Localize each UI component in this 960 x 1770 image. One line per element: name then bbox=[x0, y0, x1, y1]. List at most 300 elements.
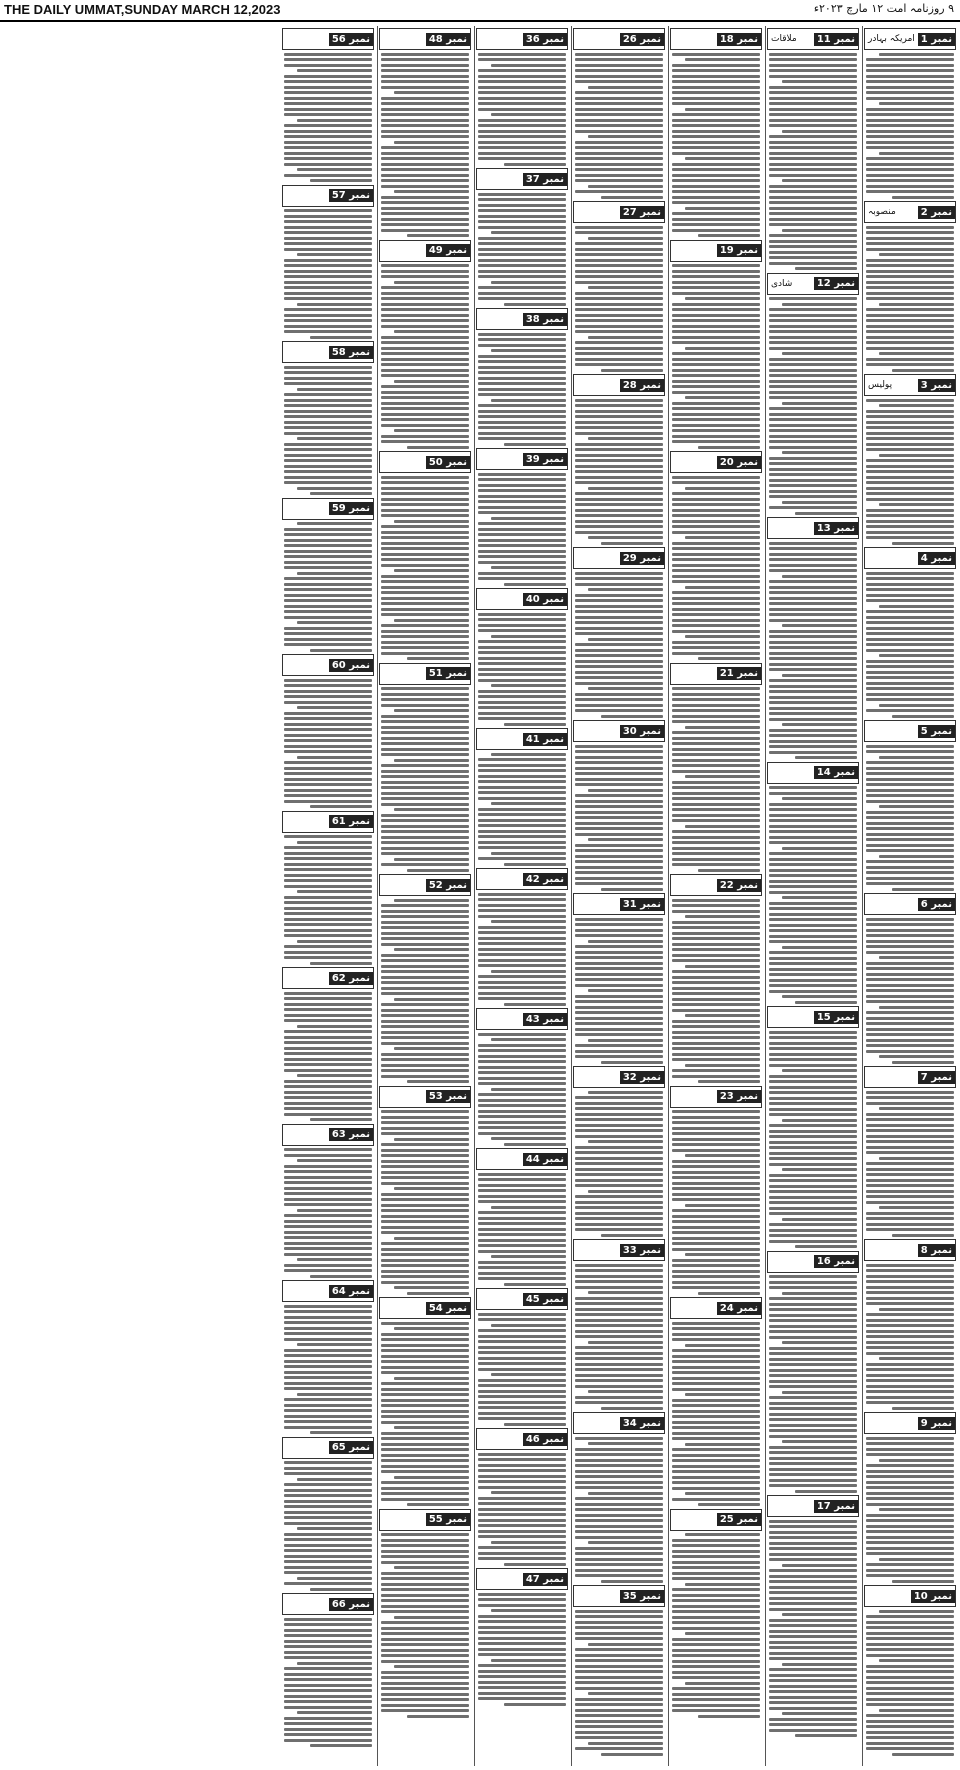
text-line bbox=[478, 1686, 566, 1689]
text-line bbox=[866, 772, 954, 775]
text-line bbox=[478, 1620, 566, 1623]
text-line bbox=[588, 185, 663, 188]
text-line bbox=[672, 1360, 760, 1363]
text-line bbox=[478, 80, 566, 83]
text-line bbox=[381, 1160, 469, 1163]
text-line bbox=[685, 1393, 760, 1396]
item-number: نمبر 21 bbox=[717, 667, 761, 680]
text-line bbox=[892, 1580, 954, 1583]
text-line bbox=[575, 1129, 663, 1132]
text-line bbox=[575, 1195, 663, 1198]
text-line bbox=[575, 1297, 663, 1300]
text-line bbox=[284, 443, 372, 446]
text-line bbox=[769, 1380, 857, 1383]
text-line bbox=[575, 1610, 663, 1613]
text-line bbox=[284, 561, 372, 564]
text-line bbox=[284, 1052, 372, 1055]
news-column bbox=[668, 26, 763, 1766]
text-line bbox=[698, 657, 760, 660]
text-line bbox=[866, 1212, 954, 1215]
text-line bbox=[478, 1340, 566, 1343]
text-line bbox=[478, 1631, 566, 1634]
text-line bbox=[866, 1223, 954, 1226]
text-line bbox=[588, 838, 663, 841]
text-line bbox=[284, 1522, 372, 1525]
text-line bbox=[698, 446, 760, 449]
text-line bbox=[478, 86, 566, 89]
text-line bbox=[310, 1275, 372, 1278]
text-line bbox=[491, 684, 566, 687]
text-line bbox=[478, 1211, 566, 1214]
text-line bbox=[879, 404, 954, 407]
text-line bbox=[478, 1178, 566, 1181]
page-number: ۹ bbox=[948, 2, 954, 15]
text-line bbox=[394, 1665, 469, 1668]
text-line bbox=[866, 1146, 954, 1149]
text-line bbox=[866, 973, 954, 976]
text-line bbox=[381, 1355, 469, 1358]
text-line bbox=[769, 391, 857, 394]
text-line bbox=[407, 1080, 469, 1083]
text-line bbox=[381, 830, 469, 833]
text-line bbox=[575, 297, 663, 300]
text-line bbox=[478, 102, 566, 105]
text-line bbox=[672, 1042, 760, 1045]
text-line bbox=[879, 503, 954, 506]
text-line bbox=[491, 517, 566, 520]
text-line bbox=[672, 1476, 760, 1479]
text-line bbox=[478, 1626, 566, 1629]
text-line bbox=[478, 640, 566, 643]
text-line bbox=[381, 1275, 469, 1278]
text-line bbox=[672, 564, 760, 567]
news-item-heading bbox=[864, 1585, 956, 1607]
text-line bbox=[672, 325, 760, 328]
text-line bbox=[284, 448, 372, 451]
text-line bbox=[478, 415, 566, 418]
text-line bbox=[672, 124, 760, 127]
text-line bbox=[491, 349, 566, 352]
text-line bbox=[769, 751, 857, 754]
text-line bbox=[478, 830, 566, 833]
text-line bbox=[478, 237, 566, 240]
item-number: نمبر 66 bbox=[329, 1598, 373, 1611]
text-line bbox=[575, 934, 663, 937]
text-line bbox=[866, 750, 954, 753]
text-line bbox=[672, 1127, 760, 1130]
news-item-body bbox=[866, 572, 954, 718]
text-line bbox=[478, 1066, 566, 1069]
text-line bbox=[769, 641, 857, 644]
text-line bbox=[284, 690, 372, 693]
text-line bbox=[478, 75, 566, 78]
text-line bbox=[491, 1491, 566, 1494]
news-item-heading bbox=[767, 517, 859, 539]
text-line bbox=[879, 1006, 954, 1009]
text-line bbox=[685, 915, 760, 918]
text-line bbox=[478, 1670, 566, 1673]
text-line bbox=[284, 1582, 372, 1585]
text-line bbox=[381, 207, 469, 210]
item-title: امریکہ بہادر bbox=[868, 34, 915, 44]
text-line bbox=[381, 608, 469, 611]
text-line bbox=[769, 586, 857, 589]
text-line bbox=[672, 492, 760, 495]
news-column bbox=[765, 26, 860, 1766]
text-line bbox=[478, 1261, 566, 1264]
text-line bbox=[310, 805, 372, 808]
text-line bbox=[575, 1379, 663, 1382]
text-line bbox=[381, 201, 469, 204]
text-line bbox=[478, 377, 566, 380]
text-line bbox=[381, 959, 469, 962]
text-line bbox=[672, 1209, 760, 1212]
text-line bbox=[892, 1753, 954, 1756]
text-line bbox=[879, 1308, 954, 1311]
news-item-body bbox=[672, 264, 760, 449]
text-line bbox=[782, 723, 857, 726]
text-line bbox=[297, 1527, 372, 1530]
text-line bbox=[866, 1552, 954, 1555]
text-line bbox=[866, 1335, 954, 1338]
text-line bbox=[782, 674, 857, 677]
text-line bbox=[879, 654, 954, 657]
text-line bbox=[866, 1742, 954, 1745]
news-item-body bbox=[575, 1091, 663, 1237]
text-line bbox=[575, 1569, 663, 1572]
text-line bbox=[769, 440, 857, 443]
text-line bbox=[478, 926, 566, 929]
text-line bbox=[866, 816, 954, 819]
text-line bbox=[588, 1742, 663, 1745]
text-line bbox=[769, 473, 857, 476]
text-line bbox=[672, 619, 760, 622]
text-line bbox=[575, 1118, 663, 1121]
text-line bbox=[672, 1058, 760, 1061]
text-line bbox=[381, 954, 469, 957]
text-line bbox=[769, 1179, 857, 1182]
text-line bbox=[478, 1546, 566, 1549]
text-line bbox=[310, 1744, 372, 1747]
text-line bbox=[769, 1396, 857, 1399]
text-line bbox=[672, 374, 760, 377]
text-line bbox=[478, 338, 566, 341]
text-line bbox=[672, 1610, 760, 1613]
text-line bbox=[866, 459, 954, 462]
text-line bbox=[478, 1379, 566, 1382]
news-item-body bbox=[284, 1618, 372, 1748]
text-line bbox=[769, 207, 857, 210]
text-line bbox=[672, 119, 760, 122]
text-line bbox=[381, 1182, 469, 1185]
text-line bbox=[381, 536, 469, 539]
text-line bbox=[879, 352, 954, 355]
text-line bbox=[866, 421, 954, 424]
text-line bbox=[381, 1704, 469, 1707]
text-line bbox=[672, 391, 760, 394]
text-line bbox=[284, 907, 372, 910]
text-line bbox=[491, 1609, 566, 1612]
text-line bbox=[588, 1341, 663, 1344]
text-line bbox=[866, 1135, 954, 1138]
text-line bbox=[478, 1469, 566, 1472]
text-line bbox=[381, 102, 469, 105]
news-item-body bbox=[478, 613, 566, 726]
text-line bbox=[601, 1753, 663, 1756]
text-line bbox=[866, 248, 954, 251]
text-line bbox=[672, 704, 760, 707]
text-line bbox=[575, 1135, 663, 1138]
text-line bbox=[478, 624, 566, 627]
news-column bbox=[571, 26, 666, 1766]
text-line bbox=[782, 1440, 857, 1443]
text-line bbox=[381, 1638, 469, 1641]
text-line bbox=[575, 1736, 663, 1739]
text-line bbox=[575, 1146, 663, 1149]
text-line bbox=[866, 1519, 954, 1522]
text-line bbox=[672, 275, 760, 278]
text-line bbox=[381, 720, 469, 723]
text-line bbox=[769, 1652, 857, 1655]
text-line bbox=[769, 1064, 857, 1067]
text-line bbox=[478, 360, 566, 363]
text-line bbox=[575, 97, 663, 100]
text-line bbox=[575, 358, 663, 361]
text-line bbox=[769, 1141, 857, 1144]
text-line bbox=[866, 940, 954, 943]
text-line bbox=[866, 827, 954, 830]
text-line bbox=[381, 564, 469, 567]
text-line bbox=[478, 97, 566, 100]
text-line bbox=[478, 1406, 566, 1409]
text-line bbox=[769, 679, 857, 682]
text-line bbox=[866, 399, 954, 402]
text-line bbox=[672, 1377, 760, 1380]
text-line bbox=[866, 231, 954, 234]
text-line bbox=[769, 1223, 857, 1226]
item-number: نمبر 14 bbox=[814, 766, 858, 779]
text-line bbox=[478, 528, 566, 531]
text-line bbox=[575, 1525, 663, 1528]
text-line bbox=[284, 1242, 372, 1245]
text-line bbox=[672, 1143, 760, 1146]
text-line bbox=[381, 402, 469, 405]
text-line bbox=[769, 58, 857, 61]
text-line bbox=[769, 929, 857, 932]
text-line bbox=[478, 1395, 566, 1398]
text-line bbox=[381, 336, 469, 339]
text-line bbox=[478, 404, 566, 407]
text-line bbox=[769, 1086, 857, 1089]
text-line bbox=[478, 1497, 566, 1500]
text-line bbox=[381, 602, 469, 605]
text-line bbox=[672, 1047, 760, 1050]
text-line bbox=[284, 1036, 372, 1039]
text-line bbox=[866, 923, 954, 926]
text-line bbox=[478, 824, 566, 827]
text-line bbox=[381, 1533, 469, 1536]
text-line bbox=[381, 965, 469, 968]
text-line bbox=[284, 1678, 372, 1681]
text-line bbox=[284, 1505, 372, 1508]
text-line bbox=[478, 841, 566, 844]
text-line bbox=[769, 1275, 857, 1278]
text-line bbox=[769, 1031, 857, 1034]
text-line bbox=[381, 1660, 469, 1663]
text-line bbox=[478, 393, 566, 396]
text-line bbox=[866, 190, 954, 193]
text-line bbox=[685, 635, 760, 638]
text-line bbox=[284, 1728, 372, 1731]
news-item-heading bbox=[379, 1086, 471, 1108]
text-line bbox=[769, 707, 857, 710]
text-line bbox=[866, 86, 954, 89]
text-line bbox=[575, 130, 663, 133]
text-line bbox=[381, 803, 469, 806]
text-line bbox=[478, 1115, 566, 1118]
text-line bbox=[491, 802, 566, 805]
text-line bbox=[575, 866, 663, 869]
text-line bbox=[672, 1171, 760, 1174]
text-line bbox=[672, 803, 760, 806]
text-line bbox=[504, 863, 566, 866]
text-line bbox=[381, 286, 469, 289]
text-line bbox=[866, 275, 954, 278]
text-line bbox=[575, 745, 663, 748]
item-number: نمبر 29 bbox=[620, 552, 664, 565]
text-line bbox=[575, 761, 663, 764]
text-line bbox=[866, 1044, 954, 1047]
text-line bbox=[575, 1044, 663, 1047]
text-line bbox=[284, 366, 372, 369]
text-line bbox=[672, 1165, 760, 1168]
text-line bbox=[381, 476, 469, 479]
text-line bbox=[672, 1226, 760, 1229]
text-line bbox=[685, 1154, 760, 1157]
text-line bbox=[284, 432, 372, 435]
news-item-heading bbox=[670, 28, 762, 50]
item-number: نمبر 12 bbox=[814, 277, 858, 290]
text-line bbox=[297, 1258, 372, 1261]
text-line bbox=[866, 1703, 954, 1706]
text-line bbox=[284, 1560, 372, 1563]
news-item-body bbox=[866, 918, 954, 1064]
text-line bbox=[769, 86, 857, 89]
text-line bbox=[284, 426, 372, 429]
item-number: نمبر 32 bbox=[620, 1071, 664, 1084]
text-line bbox=[394, 899, 469, 902]
text-line bbox=[284, 415, 372, 418]
text-line bbox=[685, 58, 760, 61]
item-number: نمبر 57 bbox=[329, 189, 373, 202]
text-line bbox=[769, 1190, 857, 1193]
text-line bbox=[672, 270, 760, 273]
item-number: نمبر 6 bbox=[918, 898, 955, 911]
text-line bbox=[866, 594, 954, 597]
text-line bbox=[381, 1121, 469, 1124]
text-line bbox=[866, 745, 954, 748]
text-line bbox=[769, 201, 857, 204]
text-line bbox=[769, 1451, 857, 1454]
text-line bbox=[685, 1632, 760, 1635]
text-line bbox=[588, 1643, 663, 1646]
text-line bbox=[504, 1703, 566, 1706]
text-line bbox=[879, 956, 954, 959]
news-item-body bbox=[381, 476, 469, 661]
text-line bbox=[297, 841, 372, 844]
text-line bbox=[698, 1292, 760, 1295]
text-line bbox=[381, 1687, 469, 1690]
text-line bbox=[866, 1637, 954, 1640]
text-line bbox=[575, 1201, 663, 1204]
text-line bbox=[588, 336, 663, 339]
text-line bbox=[381, 764, 469, 767]
text-line bbox=[478, 1033, 566, 1036]
text-line bbox=[866, 583, 954, 586]
news-item-heading bbox=[476, 728, 568, 750]
text-line bbox=[381, 726, 469, 729]
text-line bbox=[478, 1266, 566, 1269]
text-line bbox=[381, 1064, 469, 1067]
text-line bbox=[381, 498, 469, 501]
news-item-body bbox=[575, 918, 663, 1064]
text-line bbox=[769, 152, 857, 155]
text-line bbox=[672, 1426, 760, 1429]
text-line bbox=[381, 1544, 469, 1547]
text-line bbox=[381, 75, 469, 78]
news-item-heading bbox=[476, 448, 568, 470]
text-line bbox=[866, 135, 954, 138]
text-line bbox=[284, 1305, 372, 1308]
text-line bbox=[782, 1663, 857, 1666]
text-line bbox=[575, 682, 663, 685]
text-line bbox=[769, 1308, 857, 1311]
text-line bbox=[310, 1118, 372, 1121]
text-line bbox=[575, 443, 663, 446]
text-line bbox=[672, 1599, 760, 1602]
text-line bbox=[284, 1426, 372, 1429]
text-line bbox=[575, 811, 663, 814]
text-line bbox=[381, 1132, 469, 1135]
text-line bbox=[284, 1511, 372, 1514]
text-line bbox=[284, 583, 372, 586]
text-line bbox=[381, 396, 469, 399]
text-line bbox=[575, 1519, 663, 1522]
text-line bbox=[866, 1124, 954, 1127]
text-line bbox=[381, 435, 469, 438]
text-line bbox=[478, 662, 566, 665]
text-line bbox=[769, 602, 857, 605]
text-line bbox=[381, 1193, 469, 1196]
text-line bbox=[866, 1184, 954, 1187]
text-line bbox=[284, 421, 372, 424]
news-item-body bbox=[478, 1593, 566, 1706]
text-line bbox=[588, 487, 663, 490]
text-line bbox=[769, 635, 857, 638]
text-line bbox=[381, 731, 469, 734]
text-line bbox=[866, 621, 954, 624]
text-line bbox=[866, 297, 954, 300]
text-line bbox=[575, 616, 663, 619]
news-item-body bbox=[769, 786, 857, 1004]
text-line bbox=[575, 1124, 663, 1127]
text-line bbox=[588, 1692, 663, 1695]
text-line bbox=[698, 869, 760, 872]
text-line bbox=[478, 1475, 566, 1478]
text-line bbox=[588, 588, 663, 591]
text-line bbox=[866, 1228, 954, 1231]
text-line bbox=[381, 1671, 469, 1674]
